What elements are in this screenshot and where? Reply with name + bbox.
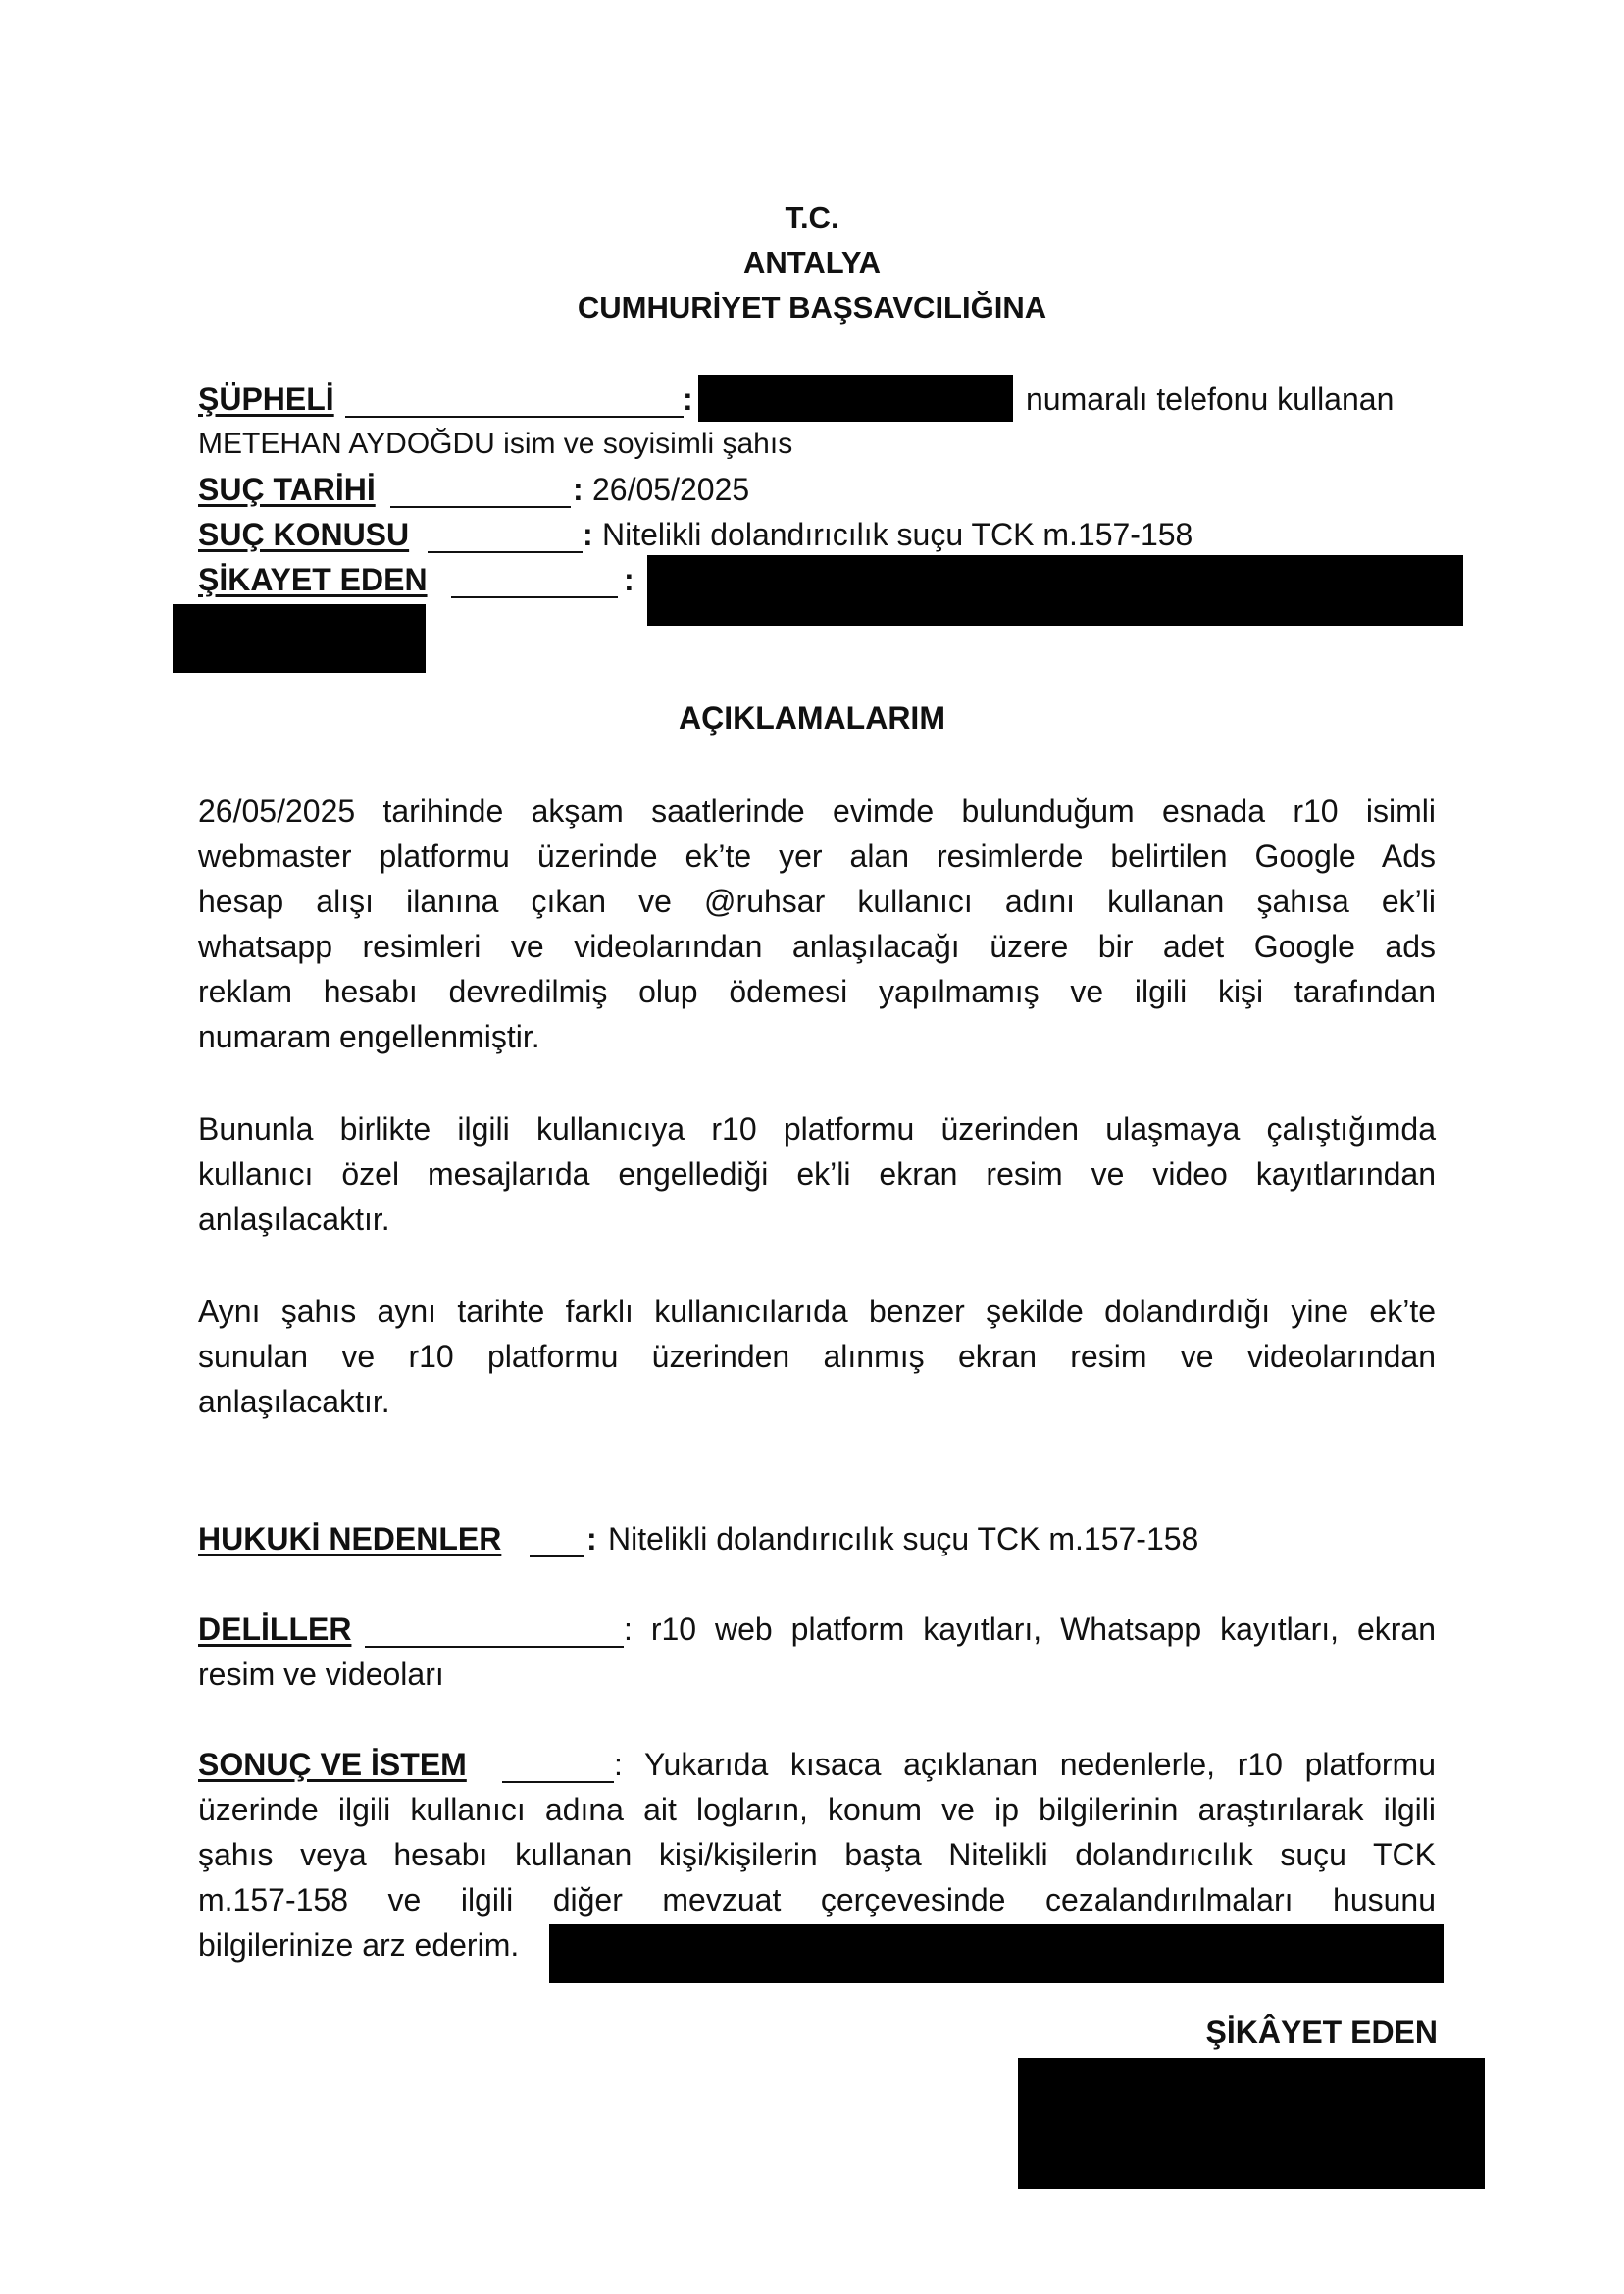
evidence-line2: resim ve videoları (198, 1657, 444, 1692)
suspect-label-underline (345, 416, 684, 418)
crime-date-colon: : (573, 472, 584, 507)
redacted-complainant-cont (173, 604, 426, 673)
crime-date-label: SUÇ TARİHİ (198, 472, 376, 507)
legal-reasons-value: Nitelikli dolandırıcılık suçu TCK m.157-158 (608, 1521, 1199, 1556)
header-city: ANTALYA (742, 245, 882, 280)
p1-line: whatsapp resimleri ve videolarından anlaşılacağı üzere bir adet Google ads (198, 929, 1436, 964)
crime-date-value: 26/05/2025 (592, 472, 750, 507)
conclusion-line2: üzerinde ilgili kullanıcı adına ait logların, konum ve ip bilgilerinin araştırılarak ilgili (198, 1792, 1436, 1827)
header-office: CUMHURİYET BAŞSAVCILIĞINA (577, 290, 1047, 325)
signature-label: ŞİKÂYET EDEN (1205, 2014, 1438, 2050)
header-tc: T.C. (785, 200, 839, 234)
p3-line: Aynı şahıs aynı tarihte farklı kullanıcılarıda benzer şekilde dolandırdığı yine ek’te (198, 1294, 1436, 1329)
complainant-underline (451, 596, 618, 598)
suspect-colon: : (683, 382, 693, 417)
p1-line: numaram engellenmiştir. (198, 1019, 540, 1054)
redacted-signature (1018, 2058, 1485, 2189)
p2-line: kullanıcı özel mesajlarıda engellediği ek’li ekran resim ve video kayıtlarından (198, 1156, 1436, 1192)
suspect-suffix: numaralı telefonu kullanan (1026, 382, 1395, 417)
evidence-line1: : r10 web platform kayıtları, Whatsapp kayıtları, ekran (624, 1611, 1436, 1647)
redacted-conclusion (549, 1924, 1444, 1983)
legal-reasons-colon: : (586, 1521, 597, 1556)
p2-line: Bununla birlikte ilgili kullanıcıya r10 platformu üzerinden ulaşmaya çalıştığımda (198, 1111, 1436, 1147)
evidence-label: DELİLLER (198, 1611, 352, 1647)
redacted-phone (698, 375, 1013, 422)
crime-subject-colon: : (583, 517, 593, 552)
redacted-complainant (647, 555, 1463, 626)
conclusion-line4: m.157-158 ve ilgili diğer mevzuat çerçevesinde cezalandırılmaları husunu (198, 1882, 1436, 1917)
p3-line: sunulan ve r10 platformu üzerinden alınmış ekran resim ve videolarından (198, 1339, 1436, 1374)
p1-line: hesap alışı ilanına çıkan ve @ruhsar kullanıcı adını kullanan şahısa ek’li (198, 884, 1436, 919)
p1-line: webmaster platformu üzerinde ek’te yer alan resimlerde belirtilen Google Ads (198, 839, 1436, 874)
crime-subject-value: Nitelikli dolandırıcılık suçu TCK m.157-158 (602, 517, 1193, 552)
conclusion-line5: bilgilerinize arz ederim. (198, 1927, 520, 1963)
crime-date-underline (390, 506, 571, 508)
crime-subject-label: SUÇ KONUSU (198, 517, 410, 552)
paragraph-1 (198, 789, 1436, 1059)
p1-line: reklam hesabı devredilmiş olup ödemesi yapılmamış ve ilgili kişi tarafından (198, 974, 1436, 1009)
paragraph-3 (198, 1289, 1436, 1424)
crime-subject-underline (428, 551, 583, 553)
conclusion-label: SONUÇ VE İSTEM (198, 1747, 467, 1782)
legal-reasons-underline (530, 1555, 584, 1557)
p3-line: anlaşılacaktır. (198, 1384, 390, 1419)
p1-line: 26/05/2025 tarihinde akşam saatlerinde evimde bulunduğum esnada r10 isimli (198, 793, 1436, 829)
suspect-label: ŞÜPHELİ (198, 382, 334, 417)
p2-line: anlaşılacaktır. (198, 1201, 390, 1237)
evidence-underline (365, 1646, 624, 1648)
conclusion-line1: : Yukarıda kısaca açıklanan nedenlerle, r10 platformu (614, 1747, 1436, 1782)
complainant-label: ŞİKAYET EDEN (198, 562, 428, 597)
paragraph-2 (198, 1106, 1436, 1242)
conclusion-underline (502, 1781, 614, 1783)
conclusion-line3: şahıs veya hesabı kullanan kişi/kişilerin başta Nitelikli dolandırıcılık suçu TCK (198, 1837, 1436, 1872)
complainant-colon: : (624, 562, 634, 597)
explanations-title: AÇIKLAMALARIM (679, 700, 945, 736)
suspect-name-line: METEHAN AYDOĞDU isim ve soyisimli şahıs (198, 428, 793, 460)
legal-reasons-label: HUKUKİ NEDENLER (198, 1521, 502, 1556)
